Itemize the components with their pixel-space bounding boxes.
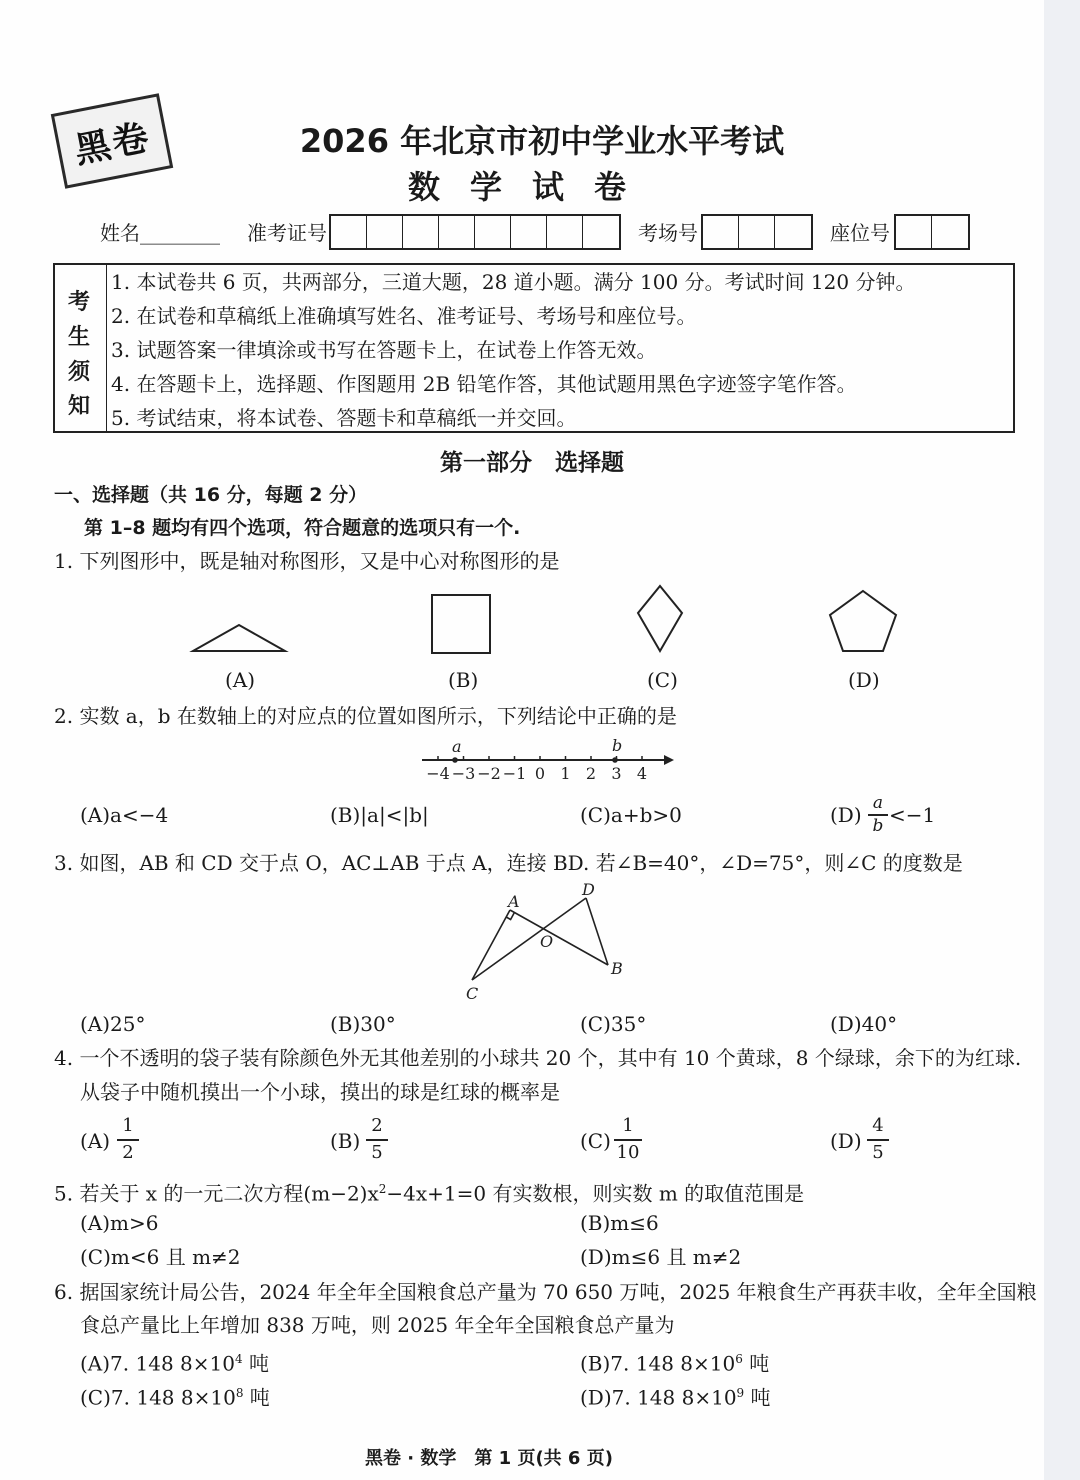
fraction-bar [117,1139,139,1141]
name-field-label: 姓名________ [100,221,220,245]
point-b-label: B [611,959,623,978]
q5-stem-exponent: 2 [378,1182,387,1196]
q6-option-a [80,1346,269,1377]
number-line-tick-label: −2 [477,764,501,783]
point-a-label: a [452,737,462,756]
q6-option-d-exponent: 9 [736,1386,745,1400]
q6-option-a-unit: 吨 [242,1351,269,1376]
q2-option-d-suffix: <−1 [889,803,936,827]
q6-option-b [580,1346,769,1377]
notice-item: 5. 考试结束，将本试卷、答题卡和草稿纸一并交回。 [111,406,577,430]
question-4-stem-line1: 4. 一个不透明的袋子装有除颜色外无其他差别的小球共 20 个，其中有 10 个黄球，8 个绿球，余下的为红球. [54,1046,1022,1070]
page-footer: 黑卷 · 数学 第 1 页(共 6 页) [365,1448,613,1469]
number-line-tick-label: 4 [636,764,648,783]
q6-option-a-exponent: 4 [234,1352,243,1366]
number-line-tick-label: 0 [534,764,546,783]
q1-shapes-figure [185,583,905,663]
question-6-stem-line2: 食总产量比上年增加 838 万吨，则 2025 年全年全国粮食总产量为 [80,1313,675,1337]
q4-option-c-denominator: 10 [616,1142,640,1163]
q5-option-a: (A)m>6 [80,1211,159,1235]
q3-option-b: (B)30° [330,1012,396,1036]
page-title: 2026 年北京市初中学业水平考试 [299,122,785,160]
q1-label-d: (D) [848,668,880,692]
q2-option-a: (A)a<−4 [80,803,169,827]
q6-option-d-text: (D)7. 148 8×10 [580,1385,737,1410]
q6-option-a-text: (A)7. 148 8×10 [80,1351,235,1376]
q6-option-d-unit: 吨 [744,1385,771,1410]
q4-option-b-numerator: 2 [371,1115,383,1136]
geometry-figure [455,880,635,1005]
fraction-bar [614,1139,642,1141]
q1-label-b: (B) [448,668,479,692]
part-title: 第一部分 选择题 [440,450,624,476]
point-b-dot [612,757,618,763]
notice-label-char: 生 [68,325,91,350]
q5-option-b: (B)m≤6 [580,1211,659,1235]
scroll-margin [1044,0,1080,1480]
q5-option-d: (D)m≤6 且 m≠2 [580,1245,742,1269]
notice-label-char: 须 [68,360,91,385]
q4-option-b-label: (B) [330,1129,361,1153]
stamp-logo: 黑卷 [51,93,173,189]
q4-option-d-denominator: 5 [872,1142,884,1163]
q4-option-d-numerator: 4 [872,1115,884,1136]
q4-option-b-denominator: 5 [371,1142,383,1163]
point-a-dot [452,757,458,763]
q3-option-d: (D)40° [830,1012,898,1036]
number-line-tick-label: 2 [585,764,597,783]
pentagon-shape [830,591,896,651]
number-line-tick-label: −4 [426,764,450,783]
question-5-stem [54,1176,804,1207]
number-line-arrow [664,755,674,765]
segment-cd [472,898,586,980]
q6-option-b-unit: 吨 [742,1351,770,1376]
q6-option-c-exponent: 8 [235,1386,244,1400]
q3-option-a: (A)25° [80,1012,146,1036]
notice-item: 3. 试题答案一律填涂或书写在答题卡上，在试卷上作答无效。 [111,338,657,362]
question-3-stem: 3. 如图，AB 和 CD 交于点 O，AC⊥AB 于点 A，连接 BD. 若∠B=40°，∠D=75°，则∠C 的度数是 [54,851,963,875]
section-instruction: 第 1–8 题均有四个选项，符合题意的选项只有一个. [84,517,521,539]
number-line-figure [420,735,680,785]
q4-option-a-label: (A) [80,1129,111,1153]
q2-option-b: (B)|a|<|b| [330,803,429,827]
notice-item: 2. 在试卷和草稿纸上准确填写姓名、准考证号、考场号和座位号。 [111,304,697,328]
number-line-tick-label: −3 [451,764,476,783]
room-label: 考场号 [638,221,698,245]
triangle-shape [193,625,285,651]
q6-option-c [80,1380,270,1411]
q6-option-b-exponent: 6 [735,1352,743,1366]
q4-option-a-denominator: 2 [122,1142,134,1163]
fraction-bar [366,1139,388,1141]
notice-label-char: 考 [68,290,91,315]
point-a-label: A [508,892,520,911]
q4-option-a-numerator: 1 [122,1115,134,1136]
notice-item: 1. 本试卷共 6 页，共两部分，三道大题，28 道小题。满分 100 分。考试时间 120 分钟。 [111,270,916,294]
q6-option-b-text: (B)7. 148 8×10 [580,1351,736,1376]
notice-label-char: 知 [68,394,91,419]
q4-option-c-label: (C) [580,1129,611,1153]
segment-ac [472,910,510,980]
q1-label-c: (C) [647,668,678,692]
q4-option-d-label: (D) [830,1129,862,1153]
notice-label [55,265,107,431]
point-o-label: O [540,932,554,951]
notice-item: 4. 在答题卡上，选择题、作图题用 2B 铅笔作答，其他试题用黑色字迹签字笔作答。 [111,372,857,396]
square-shape [432,595,490,653]
number-line-tick-label: 3 [611,764,622,783]
number-line-tick-label: 1 [560,764,571,783]
point-b-label: b [612,736,623,755]
point-c-label: C [466,984,479,1003]
seat-boxes[interactable] [894,214,970,250]
question-1-stem: 1. 下列图形中，既是轴对称图形，又是中心对称图形的是 [54,549,560,573]
q2-option-c: (C)a+b>0 [580,803,682,827]
q6-option-c-text: (C)7. 148 8×10 [80,1385,236,1410]
exam-id-label: 准考证号 [247,221,327,245]
q5-option-c: (C)m<6 且 m≠2 [80,1245,241,1269]
q2-option-d-prefix: (D) [830,803,862,827]
q5-stem-pre: 5. 若关于 x 的一元二次方程(m−2)x [54,1181,379,1206]
q5-stem-post: −4x+1=0 有实数根，则实数 m 的取值范围是 [386,1181,805,1206]
question-4-stem-line2: 从袋子中随机摸出一个小球，摸出的球是红球的概率是 [80,1080,560,1104]
q3-option-c: (C)35° [580,1012,647,1036]
q6-option-d [580,1380,771,1411]
fraction-bar [867,1139,889,1141]
page-subtitle: 数学试卷 [407,168,656,206]
number-line-tick-label: −1 [502,764,527,783]
kite-shape [638,586,682,651]
exam-id-boxes[interactable] [329,214,621,250]
q4-option-c-numerator: 1 [622,1115,634,1136]
seat-label: 座位号 [830,221,890,245]
q1-label-a: (A) [225,668,256,692]
q2-option-d-denominator: b [872,816,884,836]
question-2-stem: 2. 实数 a，b 在数轴上的对应点的位置如图所示，下列结论中正确的是 [54,704,677,728]
section-heading: 一、选择题（共 16 分，每题 2 分） [54,484,368,506]
q6-option-c-unit: 吨 [243,1385,270,1410]
point-d-label: D [582,880,595,899]
q2-option-d-numerator: a [872,793,884,813]
question-6-stem-line1: 6. 据国家统计局公告，2024 年全年全国粮食总产量为 70 650 万吨，2025 年粮食生产再获丰收，全年全国粮 [54,1280,1037,1304]
notice-box [53,263,1015,433]
room-boxes[interactable] [701,214,813,250]
